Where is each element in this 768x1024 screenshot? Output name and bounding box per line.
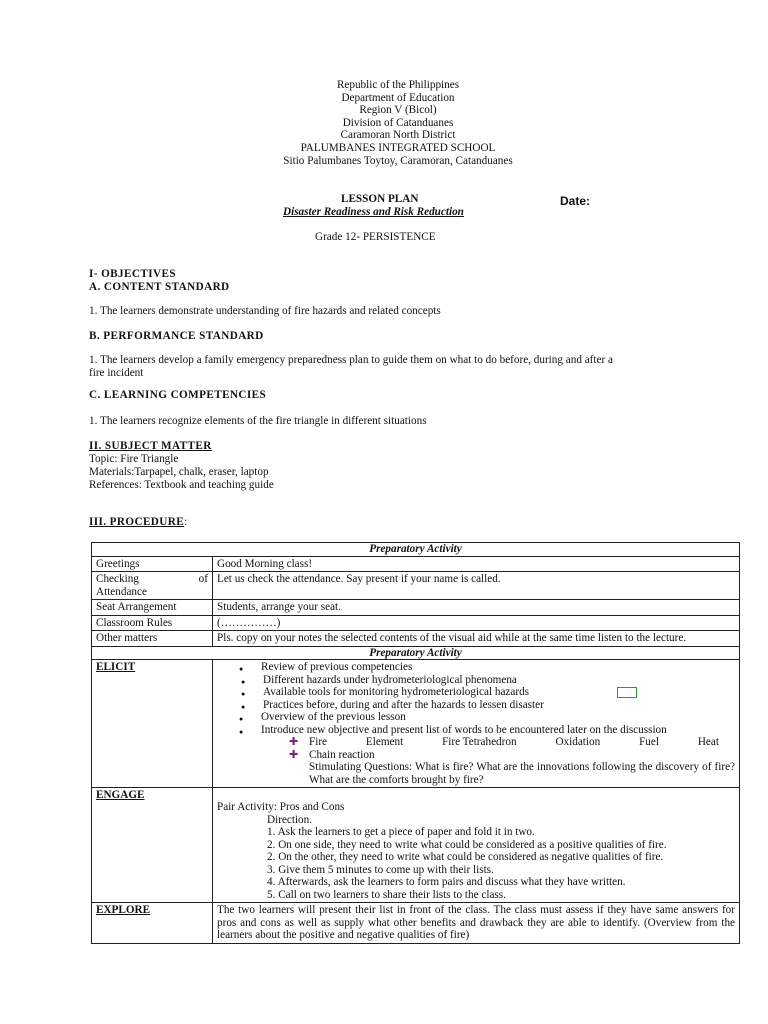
elicit-review: ● Review of previous competencies xyxy=(239,661,735,674)
table-row-explore xyxy=(92,903,740,944)
header-line-republic: Republic of the Philippines xyxy=(336,79,460,91)
table-row xyxy=(92,572,740,600)
references-line: References: Textbook and teaching guide xyxy=(89,479,274,491)
engage-activity: Pair Activity: Pros and Cons xyxy=(217,801,345,813)
row-text-other: Pls. copy on your notes the selected contents of the visual aid while at the same time listen to the lecture. xyxy=(213,631,740,647)
performance-standard-heading: B. PERFORMANCE STANDARD xyxy=(89,330,264,342)
engage-step: 2. On the other, they need to write what could be considered as negative qualities of fire. xyxy=(267,851,664,863)
word-element: Element xyxy=(365,736,404,748)
header-line-deped: Department of Education xyxy=(341,91,455,104)
table-row xyxy=(92,631,740,647)
engage-step: 2. On one side, they need to write what could be considered as a positive qualities of fire. xyxy=(267,838,667,851)
table-row-engage xyxy=(92,788,740,903)
header-line-region: Region V (Bicol) xyxy=(359,104,437,117)
purple-arrow-icon: ✚ xyxy=(289,736,299,748)
header-line-division: Division of Catanduanes xyxy=(342,116,454,129)
word-oxidation: Oxidation xyxy=(555,736,601,748)
procedure-heading xyxy=(89,516,187,529)
engage-step: 1. Ask the learners to get a piece of paper and fold it in two. xyxy=(267,826,535,838)
topic-line: Topic: Fire Triangle xyxy=(89,453,179,465)
engage-direction: Direction. xyxy=(267,813,313,826)
engage-step: 5. Call on two learners to share their lists to the class. xyxy=(267,888,506,901)
purple-arrow-icon: ✚ xyxy=(289,748,299,761)
preparatory-activity-header: Preparatory Activity xyxy=(92,543,740,557)
engage-step: 3. Give them 5 minutes to come up with their lists. xyxy=(267,863,494,876)
row-label-greetings: Greetings xyxy=(92,556,213,572)
elicit-overview: ● Overview of the previous lesson xyxy=(239,711,735,724)
procedure-table xyxy=(91,542,740,944)
row-label-attendance xyxy=(92,572,213,600)
lesson-plan-title: LESSON PLAN xyxy=(341,193,419,205)
word-fire-tetrahedron: Fire Tetrahedron xyxy=(442,736,517,748)
elicit-label: ELICIT xyxy=(96,661,136,673)
word-chain-reaction: Chain reaction xyxy=(309,748,375,761)
engage-label-cell xyxy=(92,788,213,903)
table-row xyxy=(92,556,740,572)
elicit-introduce: ● Introduce new objective and present list of words to be encountered later on the discussion xyxy=(239,724,735,737)
preparatory-activity-header-2: Preparatory Activity xyxy=(92,646,740,660)
elicit-content-cell xyxy=(213,660,740,788)
performance-standard-line1: 1. The learners develop a family emergency preparedness plan to guide them on what to do before, during and after a xyxy=(89,354,613,366)
materials-line: Materials:Tarpapel, chalk, eraser, laptop xyxy=(89,466,269,478)
row-label-other: Other matters xyxy=(92,631,213,647)
attendance-label-part1: Checking xyxy=(96,573,139,585)
objectives-heading: I- OBJECTIVES xyxy=(89,268,176,280)
word-fire: Fire xyxy=(309,736,328,748)
date-label: Date: xyxy=(560,194,591,208)
row-text-attendance: Let us check the attendance. Say present if your name is called. xyxy=(213,572,740,600)
row-label-rules: Classroom Rules xyxy=(92,615,213,631)
attendance-label-of: of xyxy=(198,573,208,585)
procedure-heading-text: III. PROCEDURE xyxy=(89,516,185,528)
explore-content: The two learners will present their list in front of the class. The class must assess if they have same answers for pros and cons as well as supply what other benefits and drawback they are able to identify. (Overview from the learners about the positive and negative qualities of fire) xyxy=(213,903,740,944)
explore-label-cell xyxy=(92,903,213,944)
engage-label: ENGAGE xyxy=(96,789,145,801)
row-text-seat: Students, arrange your seat. xyxy=(213,600,740,616)
elicit-chain-line xyxy=(289,749,735,762)
learning-competencies-heading: C. LEARNING COMPETENCIES xyxy=(89,389,267,401)
header-line-school: PALUMBANES INTEGRATED SCHOOL xyxy=(300,141,496,154)
grade-section: Grade 12- PERSISTENCE xyxy=(315,231,436,243)
elicit-label-cell xyxy=(92,660,213,788)
content-standard-text: 1. The learners demonstrate understanding of fire hazards and related concepts xyxy=(89,305,441,317)
table-row xyxy=(92,600,740,616)
procedure-heading-colon: : xyxy=(184,516,188,528)
word-fuel: Fuel xyxy=(639,736,659,748)
attendance-label-part2: Attendance xyxy=(96,585,147,598)
table-row-elicit xyxy=(92,660,740,788)
table-row xyxy=(92,543,740,557)
elicit-sub3: ● Practices before, during and after the hazards to lessen disaster xyxy=(241,699,735,712)
elicit-stimulating-questions: Stimulating Questions: What is fire? What are the innovations following the discovery of fire? What are the comforts brought by fire? xyxy=(309,761,736,786)
word-heat: Heat xyxy=(697,736,719,748)
elicit-sub1: ● Different hazards under hydrometeriological phenomena xyxy=(241,674,735,687)
performance-standard-line2: fire incident xyxy=(89,367,144,379)
table-row xyxy=(92,646,740,660)
header-line-address: Sitio Palumbanes Toytoy, Caramoran, Catanduanes xyxy=(283,154,513,167)
elicit-sub2: ● Available tools for monitoring hydrometeriological hazards xyxy=(241,686,735,699)
row-label-seat: Seat Arrangement xyxy=(92,600,213,616)
content-standard-heading: A. CONTENT STANDARD xyxy=(89,281,230,293)
table-row xyxy=(92,615,740,631)
elicit-words-line xyxy=(289,736,735,749)
learning-competencies-text: 1. The learners recognize elements of the fire triangle in different situations xyxy=(89,415,427,427)
engage-content-cell xyxy=(213,788,740,903)
school-header xyxy=(0,79,768,167)
subject-matter-heading: II. SUBJECT MATTER xyxy=(89,440,212,452)
green-box-icon xyxy=(617,687,637,698)
engage-step: 4. Afterwards, ask the learners to form pairs and discuss what they have written. xyxy=(267,876,626,888)
row-text-rules: (……………) xyxy=(213,615,740,631)
row-text-greetings: Good Morning class! xyxy=(213,556,740,572)
lesson-subject: Disaster Readiness and Risk Reduction xyxy=(283,206,464,218)
header-line-district: Caramoran North District xyxy=(340,129,456,142)
explore-label: EXPLORE xyxy=(96,904,151,916)
